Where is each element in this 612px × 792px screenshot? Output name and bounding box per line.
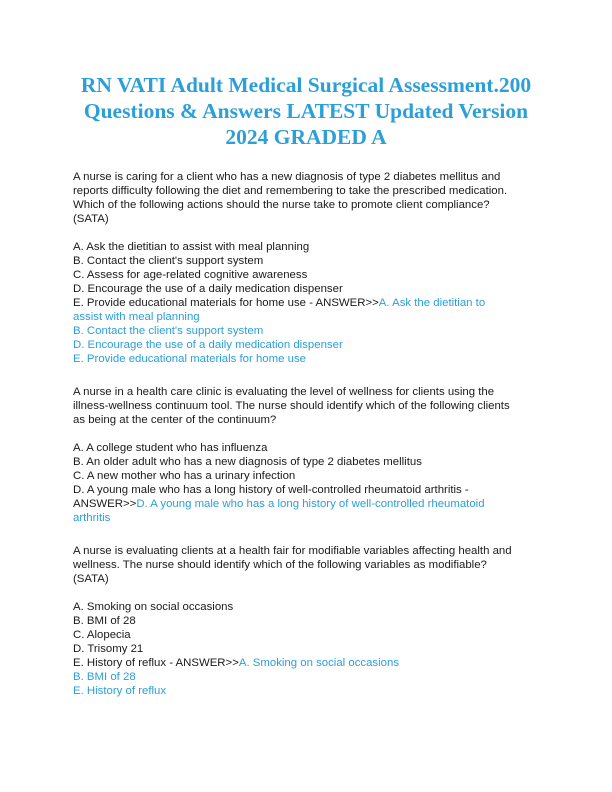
question-3-stem xyxy=(73,544,539,586)
question-2-stem xyxy=(73,385,539,427)
stem-line: A nurse is caring for a client who has a new diagnosis of type 2 diabetes mellitus and xyxy=(73,171,501,183)
option-b: B. BMI of 28 xyxy=(73,615,136,627)
option-d: D. Trisomy 21 xyxy=(73,643,144,655)
stem-line: A nurse is evaluating clients at a health fair for modifiable variables affecting health and xyxy=(73,545,512,557)
stem-line: reports difficulty following the diet and remembering to take the prescribed medication. xyxy=(73,185,508,197)
option-b: B. Contact the client's support system xyxy=(73,255,264,267)
stem-line: as being at the center of the continuum? xyxy=(73,414,277,426)
answer-line: D. Encourage the use of a daily medication dispenser xyxy=(73,339,343,351)
answer-text: D. A young male who has a long history of well-controlled rheumatoid xyxy=(136,498,485,510)
title-line-3: 2024 GRADED A xyxy=(225,125,387,149)
option-c: C. A new mother who has a urinary infection xyxy=(73,470,296,482)
option-a: A. A college student who has influenza xyxy=(73,442,268,454)
option-e-with-answer xyxy=(73,296,539,310)
answer-row xyxy=(73,497,539,511)
stem-line: illness-wellness continuum tool. The nurse should identify which of the following clients xyxy=(73,400,510,412)
title-line-2: Questions & Answers LATEST Updated Version xyxy=(83,99,529,123)
option-e-text: E. History of reflux - ANSWER>> xyxy=(73,657,239,669)
stem-line: A nurse in a health care clinic is evaluating the level of wellness for clients using the xyxy=(73,386,495,398)
option-e-text: E. Provide educational materials for home use - ANSWER>> xyxy=(73,297,379,309)
option-b: B. An older adult who has a new diagnosis of type 2 diabetes mellitus xyxy=(73,456,422,468)
stem-line: (SATA) xyxy=(73,213,109,225)
answer-line: E. History of reflux xyxy=(73,685,167,697)
option-d: D. Encourage the use of a daily medication dispenser xyxy=(73,283,343,295)
option-a: A. Smoking on social occasions xyxy=(73,601,234,613)
answer-line: E. Provide educational materials for home use xyxy=(73,353,306,365)
document-title xyxy=(73,72,539,150)
option-e-with-answer xyxy=(73,656,539,670)
answer-prefix: ANSWER>> xyxy=(73,498,137,510)
stem-line: Which of the following actions should the nurse take to promote client compliance? xyxy=(73,199,490,211)
option-d: D. A young male who has a long history of well-controlled rheumatoid arthritis - xyxy=(73,484,469,496)
answer-line: assist with meal planning xyxy=(73,311,200,323)
option-c: C. Alopecia xyxy=(73,629,131,641)
answer-text: A. Ask the dietitian to xyxy=(378,297,486,309)
answer-line: B. BMI of 28 xyxy=(73,671,136,683)
question-1 xyxy=(73,170,539,366)
answer-line: B. Contact the client's support system xyxy=(73,325,264,337)
stem-line: (SATA) xyxy=(73,573,109,585)
stem-line: wellness. The nurse should identify which of the following variables as modifiable? xyxy=(73,559,487,571)
answer-text: A. Smoking on social occasions xyxy=(238,657,400,669)
option-a: A. Ask the dietitian to assist with meal planning xyxy=(73,241,310,253)
question-3 xyxy=(73,544,539,698)
question-1-stem xyxy=(73,170,539,226)
answer-line: arthritis xyxy=(73,512,111,524)
title-line-1: RN VATI Adult Medical Surgical Assessment.200 xyxy=(80,73,532,97)
question-2 xyxy=(73,385,539,525)
option-c: C. Assess for age-related cognitive awareness xyxy=(73,269,308,281)
